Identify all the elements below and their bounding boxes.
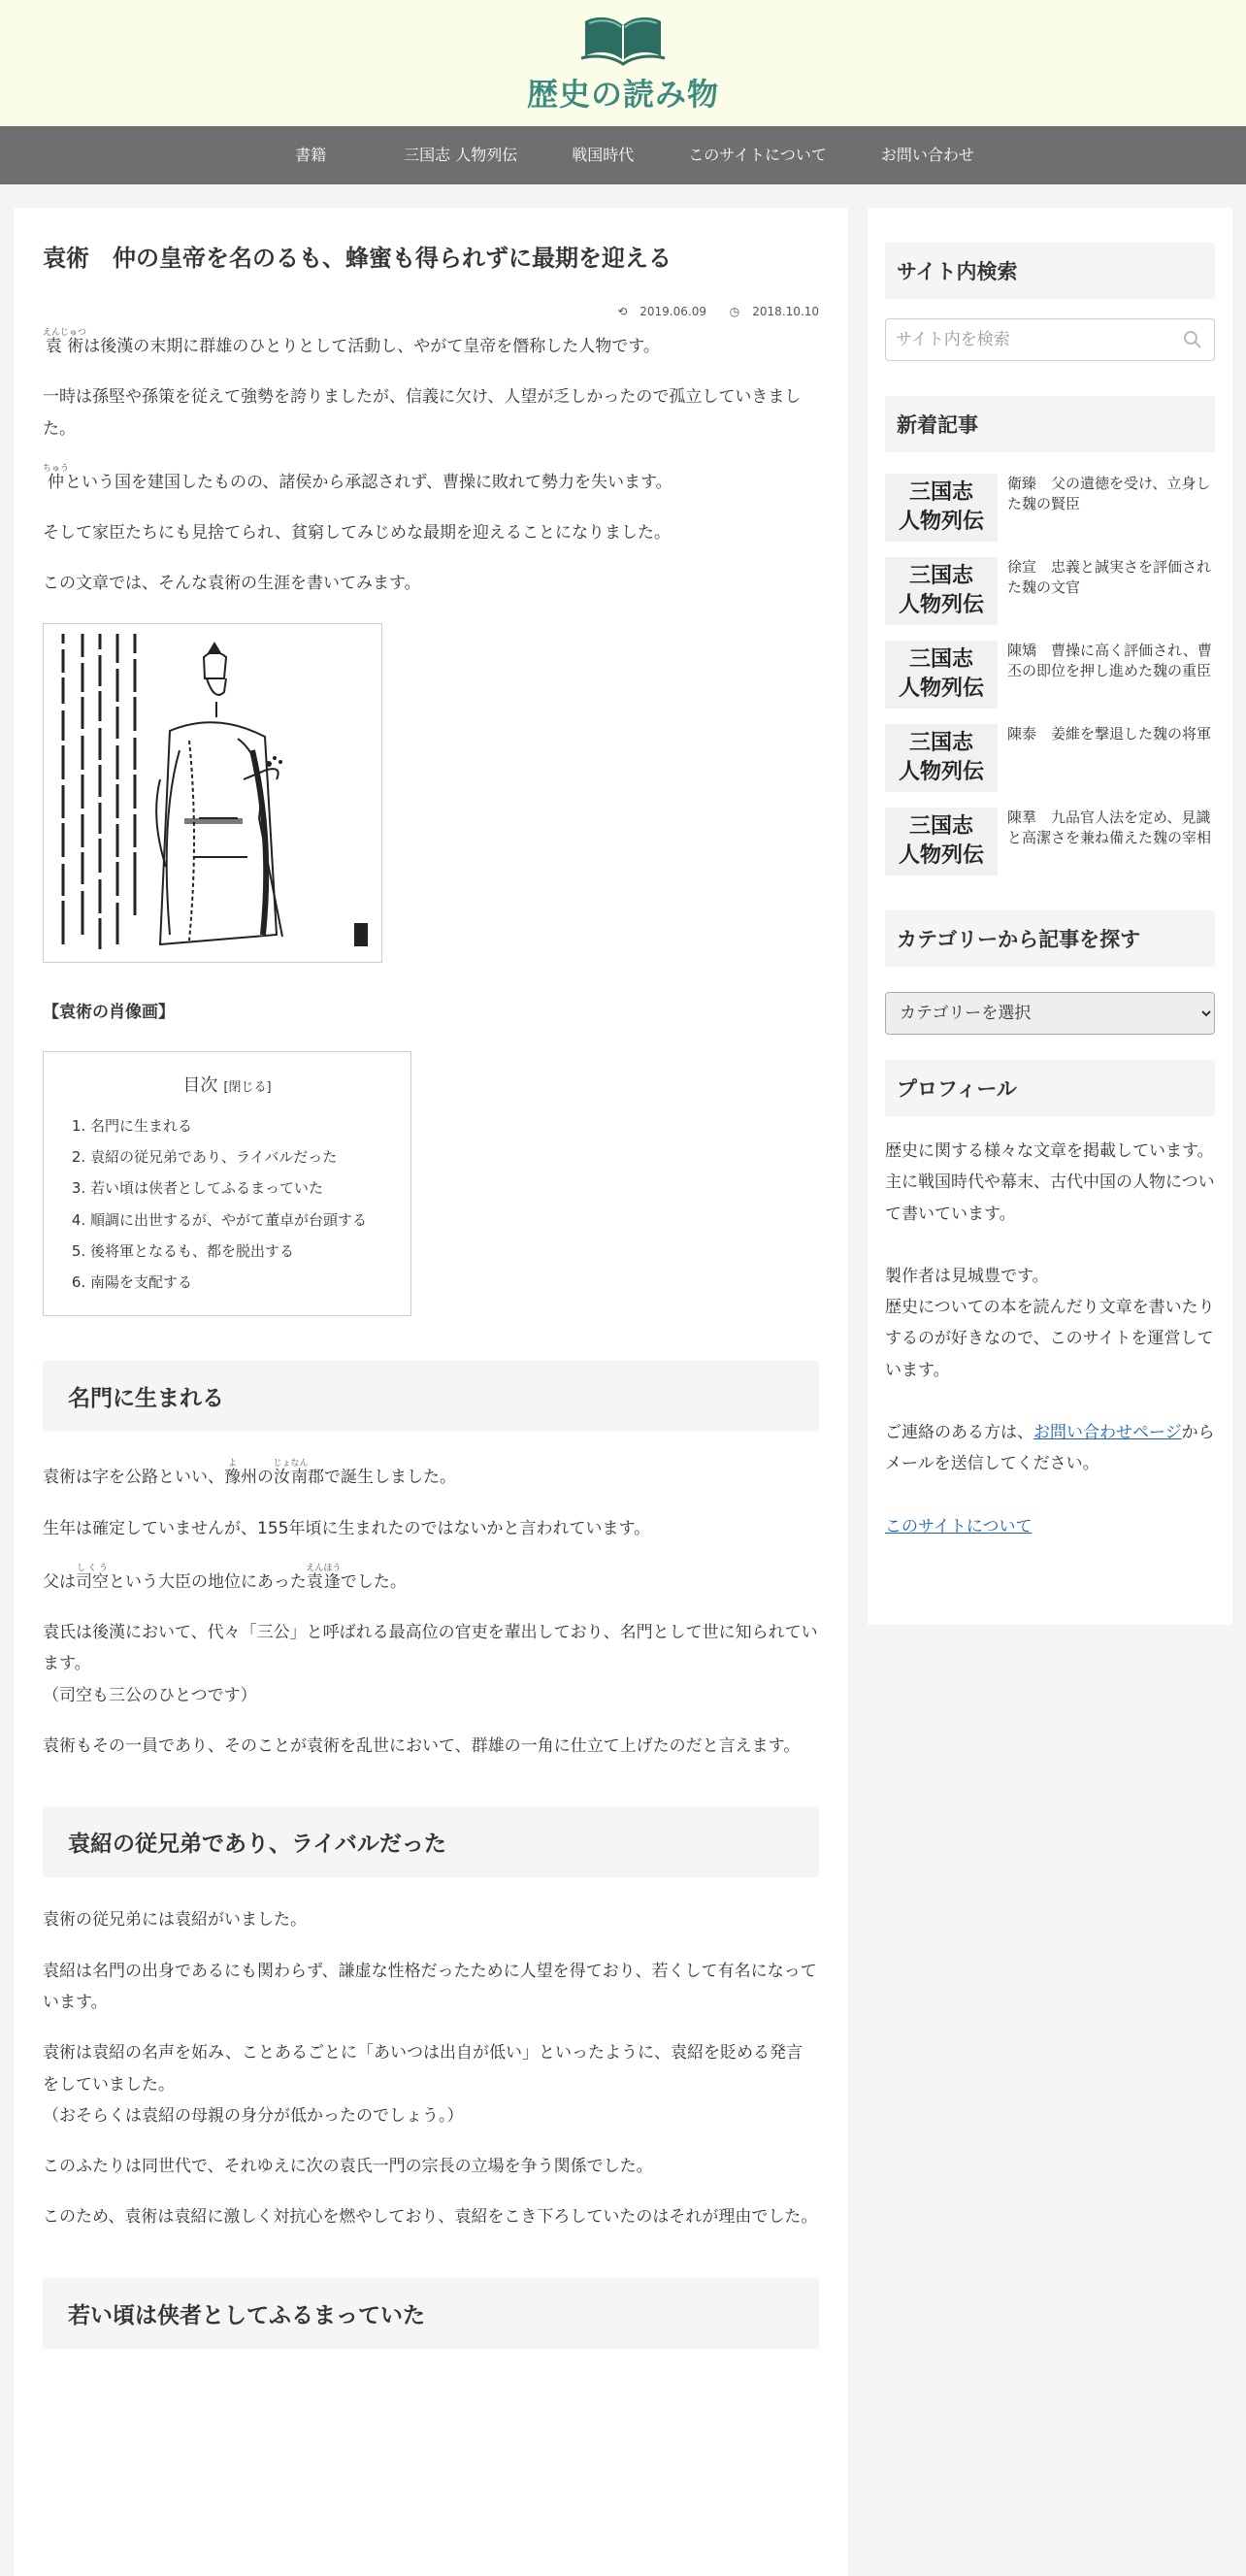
new-post-item[interactable] [885, 641, 1215, 709]
post-title: 衛臻 父の遺徳を受け、立身した魏の賢臣 [1007, 475, 1211, 512]
nav-item-sangokushi[interactable]: 三国志 人物列伝 [404, 146, 518, 164]
intro-paragraph-4: そして家臣たちにも見捨てられ、貧窮してみじめな最期を迎えることになりました。 [43, 523, 672, 544]
table-of-contents [43, 1051, 411, 1317]
portrait-caption: 【袁術の肖像画】 [43, 1002, 175, 1022]
sidebar [868, 208, 1232, 1625]
search-widget-title: サイト内検索 [885, 243, 1215, 299]
toc-item[interactable]: 5. 後将軍となるも、都を脱出する [90, 1236, 387, 1267]
profile-text [885, 1136, 1215, 1542]
new-post-item[interactable] [885, 474, 1215, 542]
post-title: 陳矯 曹操に高く評価され、曹丕の即位を押し進めた魏の重臣 [1007, 642, 1212, 679]
profile-line-5: ご連絡のある方は、お問い合わせページからメールを送信してください。 [885, 1423, 1215, 1474]
toc-item[interactable]: 2. 袁紹の従兄弟であり、ライバルだった [90, 1141, 387, 1172]
toc-item[interactable]: 1. 名門に生まれる [90, 1110, 387, 1141]
profile-line-2: 主に戦国時代や幕末、古代中国の人物について書いています。 [885, 1172, 1215, 1224]
updated-date: ⟲ 2019.06.09 [617, 305, 706, 318]
post-thumbnail: 三国志 人物列伝 [885, 641, 998, 709]
portrait-image [43, 623, 382, 963]
new-post-item[interactable] [885, 724, 1215, 792]
search-icon[interactable] [1183, 330, 1202, 353]
post-thumbnail: 三国志 人物列伝 [885, 474, 998, 542]
section2-paragraph-2: 袁紹は名門の出身であるにも関わらず、謙虚な性格だったために人望を得ており、若くして有名になっています。 [43, 1961, 817, 2012]
section-heading: 袁紹の従兄弟であり、ライバルだった [43, 1806, 819, 1877]
post-title: 陳泰 姜維を撃退した魏の将軍 [1007, 725, 1212, 743]
section1-paragraph-3: 父は司空しくうという大臣の地位にあった袁逢えんほうでした。 [43, 1563, 407, 1592]
section1-paragraph-2: 生年は確定していませんが、155年頃に生まれたのではないかと言われています。 [43, 1518, 651, 1538]
section1-paragraph-5: 袁術もその一員であり、そのことが袁術を乱世において、群雄の一角に仕立て上げたのだと言えます。 [43, 1736, 801, 1757]
update-icon: ⟲ [617, 305, 628, 318]
category-widget-title: カテゴリーから記事を探す [885, 910, 1215, 967]
post-thumbnail: 三国志 人物列伝 [885, 557, 998, 625]
toc-item[interactable]: 4. 順調に出世するが、やがて董卓が台頭する [90, 1205, 387, 1236]
profile-line-1: 歴史に関する様々な文章を掲載しています。 [885, 1141, 1214, 1161]
figure-drawing [156, 644, 282, 944]
global-nav [0, 126, 1246, 184]
section-heading: 名門に生まれる [43, 1361, 819, 1432]
post-title: 徐宣 忠義と誠実さを評価された魏の文官 [1007, 558, 1212, 596]
article-title: 袁術 仲の皇帝を名のるも、蜂蜜も得られずに最期を迎える [43, 245, 672, 272]
toc-header [67, 1072, 387, 1097]
article-main [14, 208, 848, 2576]
published-date: ◷ 2018.10.10 [729, 305, 819, 318]
post-thumbnail: 三国志 人物列伝 [885, 724, 998, 792]
category-select[interactable] [885, 992, 1215, 1035]
site-header [0, 0, 1246, 126]
toc-list [67, 1110, 387, 1299]
new-posts-title: 新着記事 [885, 396, 1215, 452]
article-dates [43, 305, 819, 318]
section1-paragraph-1: 袁術は字を公路といい、豫よ州の汝南じょなん郡で誕生しました。 [43, 1459, 457, 1488]
section2-paragraph-4: このふたりは同世代で、それゆえに次の袁氏一門の宗長の立場を争う関係でした。 [43, 2157, 653, 2177]
section2-paragraph-5: このため、袁術は袁紹に激しく対抗心を燃やしており、袁紹をこき下ろしていたのはそれが理由でした。 [43, 2207, 818, 2228]
nav-item-contact[interactable]: お問い合わせ [880, 146, 974, 164]
profile-line-3: 製作者は見城豊です。 [885, 1266, 1049, 1286]
contact-page-link[interactable]: お問い合わせページ [1033, 1423, 1182, 1443]
new-posts-list [885, 474, 1215, 875]
nav-item-books[interactable]: 書籍 [295, 146, 327, 164]
seal-stamp [354, 923, 368, 946]
post-thumbnail: 三国志 人物列伝 [885, 808, 998, 875]
nav-item-sengoku[interactable]: 戦国時代 [572, 146, 635, 164]
intro-paragraph-3: 仲ちゅうという国を建国したものの、諸侯から承認されず、曹操に敗れて勢力を失います。 [43, 463, 672, 492]
ruby-name: 袁術えんじゅつ [43, 328, 87, 356]
intro-paragraph-2: 一時は孫堅や孫策を従えて強勢を誇りましたが、信義に欠け、人望が乏しかったので孤立していきました。 [43, 387, 802, 439]
clock-icon: ◷ [729, 305, 740, 318]
section2-paragraph-3: 袁術は袁紹の名声を妬み、ことあるごとに「あいつは出自が低い」といったように、袁紹を貶める発言をしていました。 （おそらくは袁紹の母親の身分が低かったのでしょう。） [43, 2043, 803, 2126]
toc-title: 目次 [182, 1074, 218, 1096]
intro-paragraph-5: この文章では、そんな袁術の生涯を書いてみます。 [43, 574, 421, 594]
intro-paragraph-1: 袁術えんじゅつは後漢の末期に群雄のひとりとして活動し、やがて皇帝を僭称した人物です。 [43, 328, 660, 356]
new-post-item[interactable] [885, 557, 1215, 625]
toc-item[interactable]: 3. 若い頃は侠者としてふるまっていた [90, 1172, 387, 1204]
search-input[interactable] [886, 330, 1187, 349]
nav-item-about[interactable]: このサイトについて [688, 146, 827, 164]
section1-paragraph-4: 袁氏は後漢において、代々「三公」と呼ばれる最高位の官吏を輩出しており、名門として世に知られています。 （司空も三公のひとつです） [43, 1623, 818, 1705]
profile-widget-title: プロフィール [885, 1060, 1215, 1116]
search-box [885, 318, 1215, 361]
post-title: 陳羣 九品官人法を定め、見識と高潔さを兼ね備えた魏の宰相 [1007, 809, 1212, 846]
section2-paragraph-1: 袁術の従兄弟には袁紹がいました。 [43, 1910, 307, 1931]
profile-line-4: 歴史についての本を読んだり文章を書いたりするのが好きなので、このサイトを運営しています。 [885, 1298, 1215, 1380]
toc-item[interactable]: 6. 南陽を支配する [90, 1267, 387, 1298]
site-title[interactable]: 歴史の読み物 [526, 76, 719, 113]
new-post-item[interactable] [885, 808, 1215, 875]
toc-toggle-button[interactable]: [閉じる] [223, 1079, 272, 1095]
book-logo-icon[interactable] [579, 12, 667, 66]
section-heading: 若い頃は侠者としてふるまっていた [43, 2278, 819, 2349]
about-site-link[interactable]: このサイトについて [885, 1516, 1033, 1536]
